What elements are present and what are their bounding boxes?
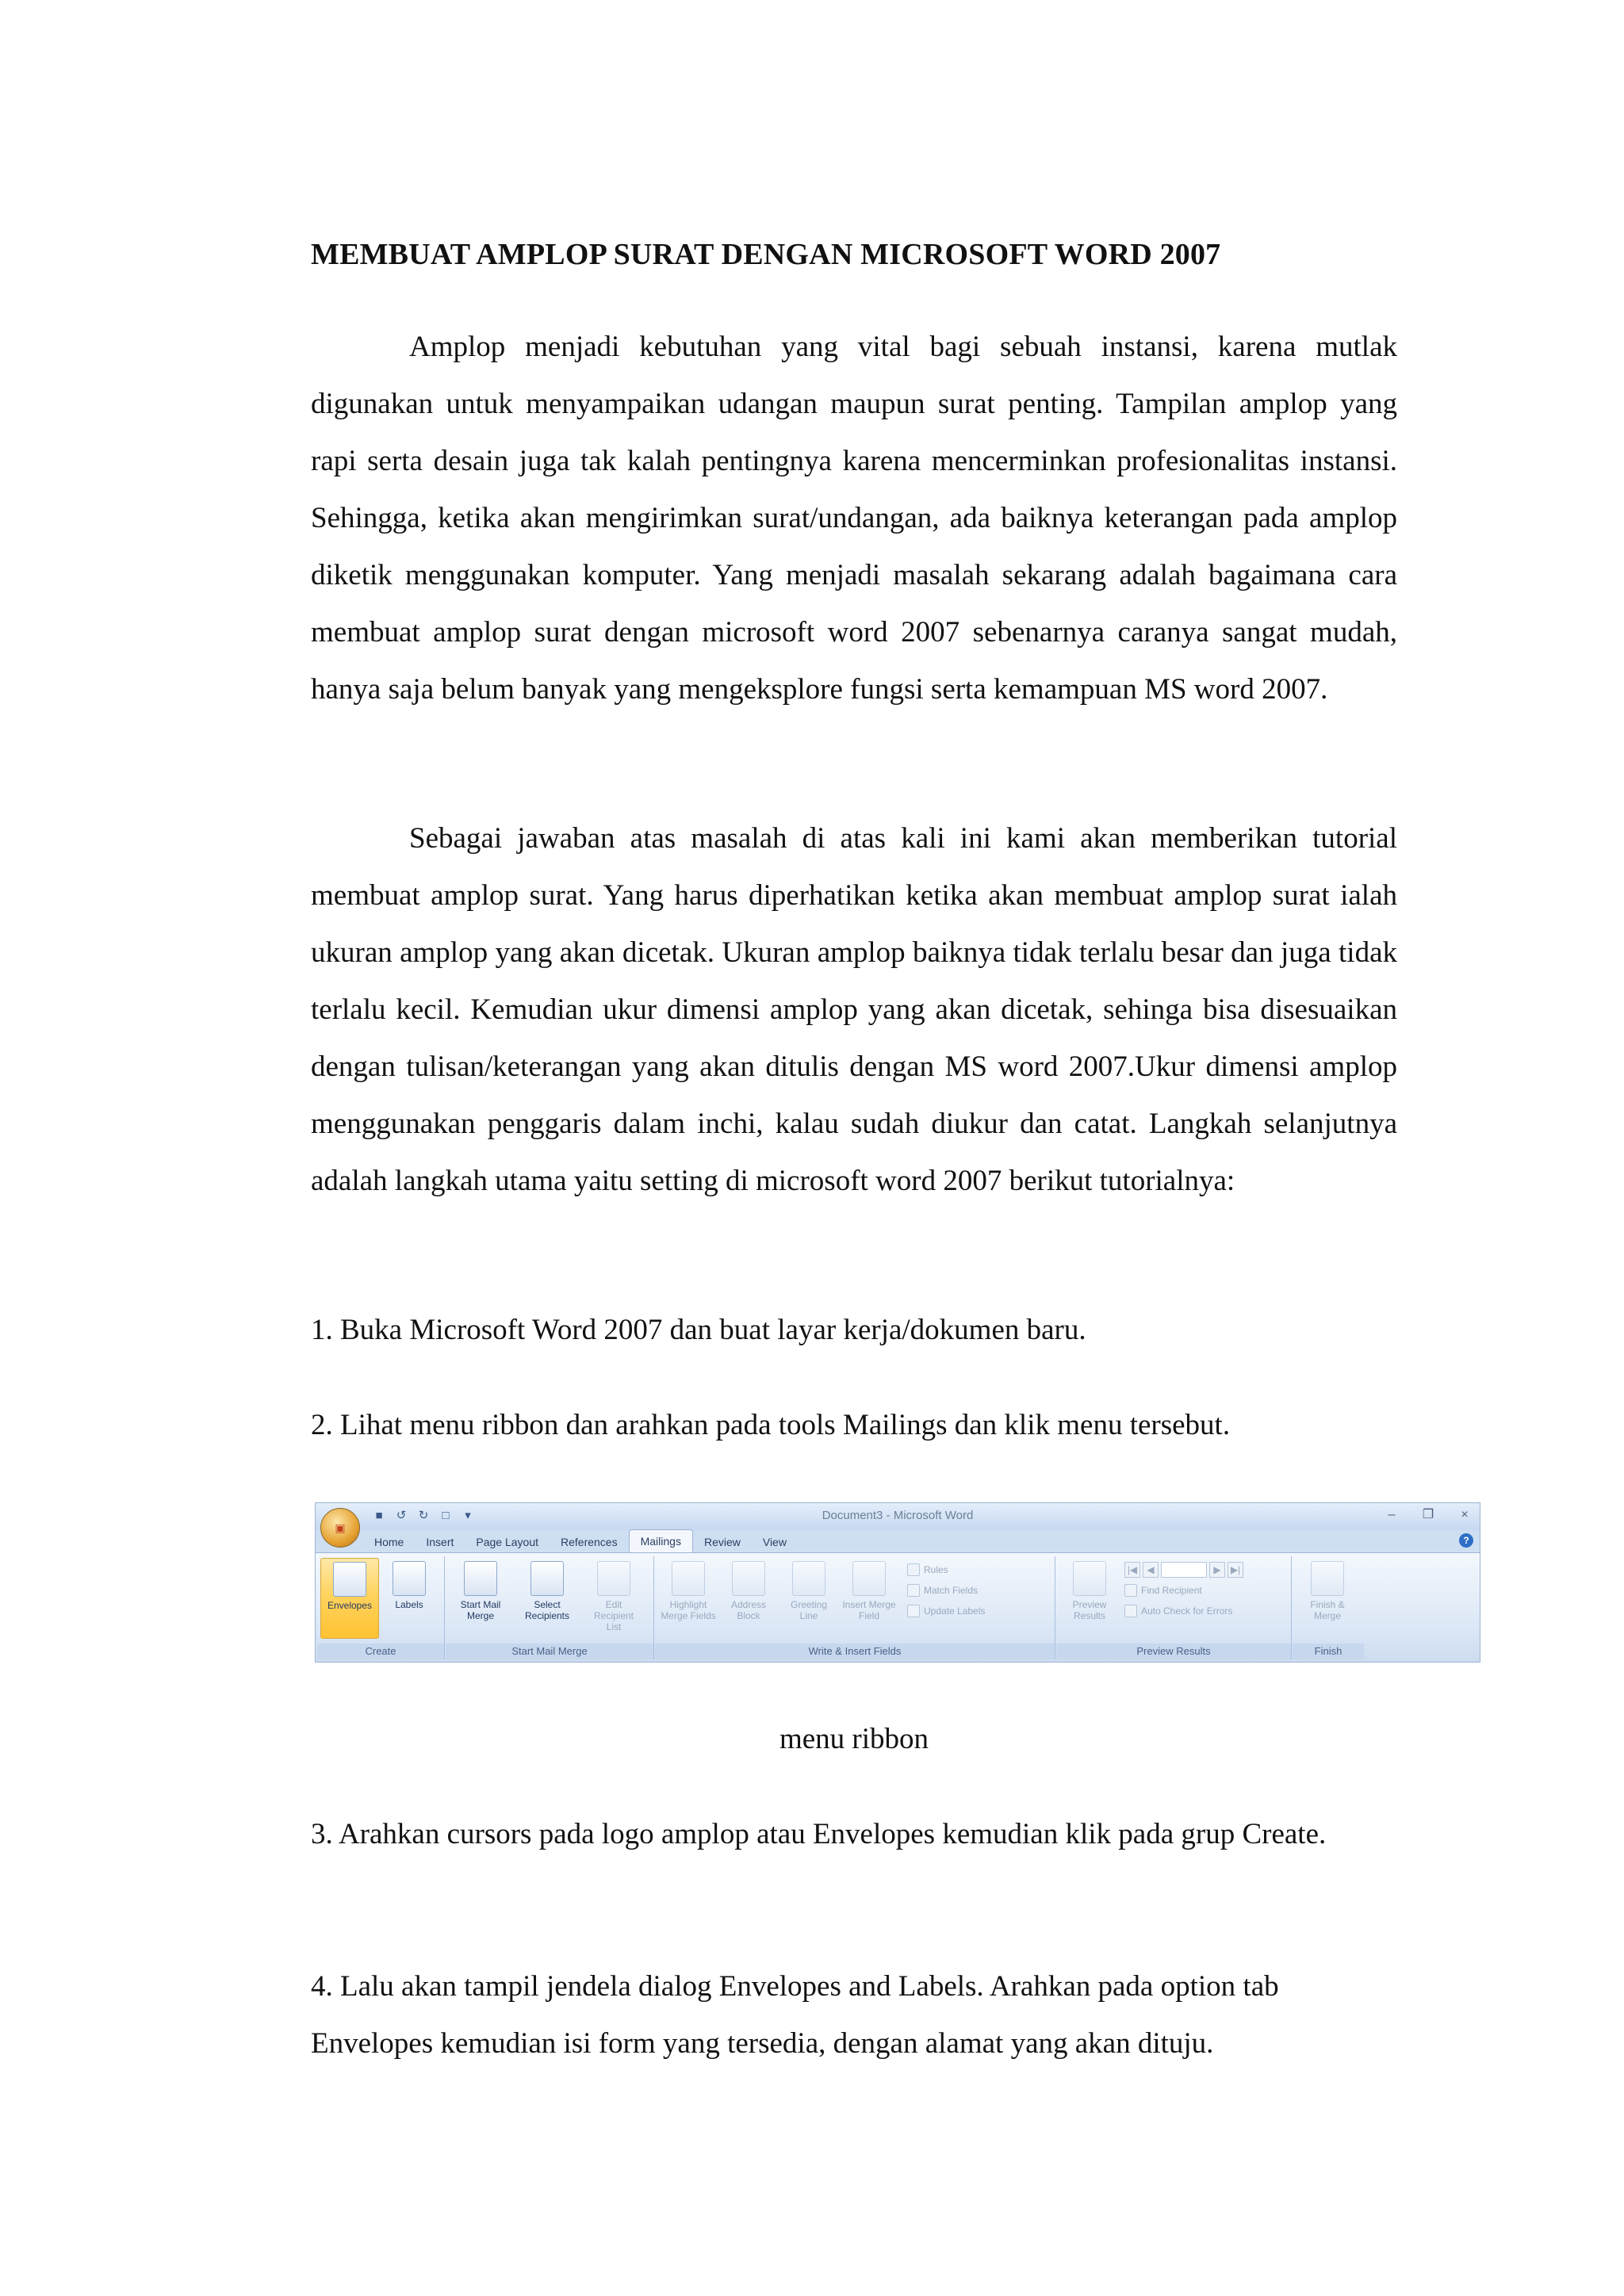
labels-icon: [393, 1561, 426, 1596]
recipients-icon: [530, 1561, 564, 1596]
auto-check-errors-button[interactable]: Auto Check for Errors: [1124, 1602, 1232, 1620]
record-number-input[interactable]: [1161, 1562, 1207, 1578]
window-titlebar: [316, 1503, 1480, 1530]
help-icon[interactable]: ?: [1459, 1533, 1473, 1548]
edit-list-icon: [597, 1561, 630, 1596]
rules-icon: [907, 1563, 920, 1576]
tab-view[interactable]: View: [762, 1536, 787, 1548]
record-navigation: [1124, 1561, 1243, 1578]
save-icon[interactable]: ■: [375, 1509, 383, 1522]
office-logo-icon: ▣: [335, 1521, 346, 1534]
step-2: 2. Lihat menu ribbon dan arahkan pada tools Mailings dan klik menu tersebut.: [311, 1409, 1231, 1441]
figure-caption: menu ribbon: [779, 1723, 929, 1755]
greeting-line-icon: [792, 1561, 825, 1596]
step-1: 1. Buka Microsoft Word 2007 dan buat layar kerja/dokumen baru.: [311, 1314, 1086, 1346]
first-record-icon[interactable]: |◀: [1124, 1562, 1140, 1578]
rules-button[interactable]: Rules: [907, 1561, 948, 1578]
window-controls: [1383, 1506, 1473, 1524]
open-folder-icon[interactable]: □: [442, 1509, 450, 1522]
highlight-merge-fields-button[interactable]: Highlight Merge Fields: [660, 1558, 717, 1637]
group-start-mail-merge: [446, 1556, 654, 1659]
group-label-start-mail-merge: Start Mail Merge: [446, 1644, 653, 1659]
update-labels-button[interactable]: Update Labels: [907, 1602, 985, 1620]
undo-icon[interactable]: ↺: [396, 1509, 407, 1522]
edit-recipient-list-button[interactable]: Edit Recipient List: [585, 1558, 642, 1637]
restore-icon[interactable]: ❐: [1422, 1508, 1434, 1521]
group-create: [317, 1556, 445, 1659]
select-recipients-button[interactable]: Select Recipients: [519, 1558, 576, 1637]
tab-page-layout[interactable]: Page Layout: [476, 1536, 538, 1548]
ribbon-body: [316, 1552, 1480, 1663]
address-block-icon: [732, 1561, 765, 1596]
group-finish: [1293, 1556, 1364, 1659]
mail-merge-icon: [464, 1561, 497, 1596]
address-block-button[interactable]: Address Block: [720, 1558, 777, 1637]
document-title: MEMBUAT AMPLOP SURAT DENGAN MICROSOFT WORD 2007: [311, 238, 1221, 271]
ribbon-screenshot: [315, 1502, 1480, 1663]
tab-home[interactable]: Home: [374, 1536, 404, 1548]
tab-references[interactable]: References: [561, 1536, 618, 1548]
redo-icon[interactable]: ↻: [418, 1509, 429, 1522]
tab-review[interactable]: Review: [703, 1536, 741, 1548]
group-write-insert-fields: [655, 1556, 1055, 1659]
window-title: Document3 - Microsoft Word: [822, 1509, 974, 1522]
step-4: 4. Lalu akan tampil jendela dialog Envelopes and Labels. Arahkan pada option tab Envelopes kemudian isi form yang tersedia, dengan alamat yang akan dituju.: [311, 1970, 1279, 2060]
preview-results-button[interactable]: Preview Results: [1061, 1558, 1118, 1637]
finish-merge-button[interactable]: Finish & Merge: [1299, 1558, 1356, 1637]
last-record-icon[interactable]: ▶|: [1228, 1562, 1243, 1578]
group-label-preview-results: Preview Results: [1056, 1644, 1291, 1659]
previous-record-icon[interactable]: ◀: [1143, 1562, 1159, 1578]
match-fields-button[interactable]: Match Fields: [907, 1582, 978, 1599]
find-recipient-button[interactable]: Find Recipient: [1124, 1582, 1202, 1599]
start-mail-merge-button[interactable]: Start Mail Merge: [452, 1558, 509, 1637]
insert-merge-field-button[interactable]: Insert Merge Field: [841, 1558, 898, 1637]
auto-check-icon: [1124, 1605, 1137, 1617]
finish-merge-icon: [1311, 1561, 1344, 1596]
close-icon[interactable]: ×: [1461, 1508, 1469, 1521]
paragraph-tutorial-intro: Sebagai jawaban atas masalah di atas kali ini kami akan memberikan tutorial membuat amplop surat. Yang harus diperhatikan ketika akan membuat amplop surat ialah ukuran amplop yang akan dicetak. Ukuran amplop baiknya tidak terlalu besar dan juga tidak terlalu kecil. Kemudian ukur dimensi amplop yang akan dicetak, sehinga bisa disesuaikan dengan tulisan/keterangan yang akan ditulis dengan MS word 2007.Ukur dimensi amplop menggunakan penggaris dalam inchi, kalau sudah diukur dan catat. Langkah selanjutnya adalah langkah utama yaitu setting di microsoft word 2007 berikut tutorialnya:: [311, 822, 1397, 1197]
update-labels-icon: [907, 1605, 920, 1617]
group-label-finish: Finish: [1293, 1644, 1364, 1659]
office-button[interactable]: [320, 1508, 360, 1548]
group-label-create: Create: [317, 1644, 444, 1659]
tab-insert[interactable]: Insert: [426, 1536, 454, 1548]
highlight-fields-icon: [672, 1561, 705, 1596]
greeting-line-button[interactable]: Greeting Line: [780, 1558, 837, 1637]
find-recipient-icon: [1124, 1584, 1137, 1597]
minimize-icon[interactable]: –: [1388, 1508, 1396, 1521]
envelopes-button[interactable]: Envelopes: [320, 1558, 379, 1639]
group-label-write-insert-fields: Write & Insert Fields: [655, 1644, 1055, 1659]
insert-field-icon: [852, 1561, 886, 1596]
paragraph-intro: Amplop menjadi kebutuhan yang vital bagi sebuah instansi, karena mutlak digunakan untuk menyampaikan udangan maupun surat penting. Tampilan amplop yang rapi serta desain juga tak kalah pentingnya karena mencerminkan profesionalitas instansi. Sehingga, ketika akan mengirimkan surat/undangan, ada baiknya keterangan pada amplop diketik menggunakan komputer. Yang menjadi masalah sekarang adalah bagaimana cara membuat amplop surat dengan microsoft word 2007 sebenarnya caranya sangat mudah, hanya saja belum banyak yang mengeksplore fungsi serta kemampuan MS word 2007.: [311, 331, 1397, 706]
customize-qat-icon[interactable]: ▾: [465, 1509, 471, 1522]
step-3: 3. Arahkan cursors pada logo amplop atau Envelopes kemudian klik pada grup Create.: [311, 1818, 1327, 1850]
ribbon-tabs: [363, 1530, 798, 1552]
envelope-icon: [333, 1562, 366, 1597]
group-preview-results: [1056, 1556, 1292, 1659]
tab-mailings[interactable]: Mailings: [629, 1529, 693, 1552]
match-fields-icon: [907, 1584, 920, 1597]
labels-button[interactable]: Labels: [381, 1558, 438, 1637]
next-record-icon[interactable]: ▶: [1209, 1562, 1225, 1578]
preview-icon: [1073, 1561, 1106, 1596]
